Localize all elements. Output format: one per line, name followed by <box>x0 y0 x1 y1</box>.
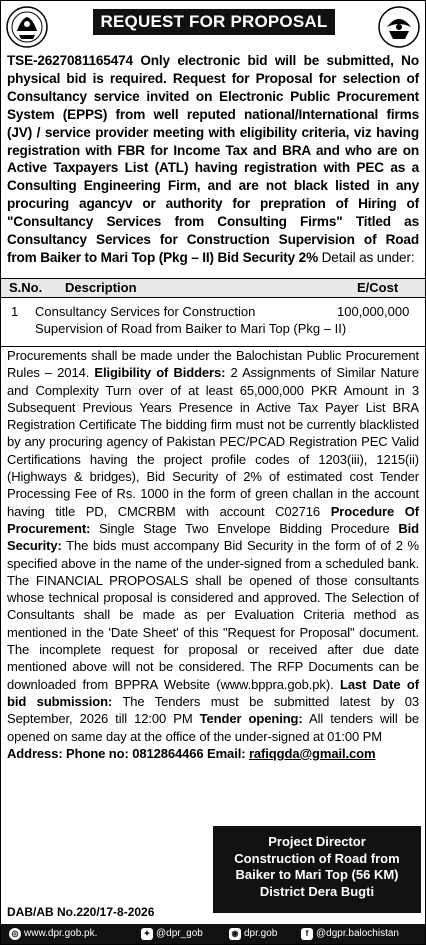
label-last-date: Last Date of bid submission: <box>7 676 420 709</box>
row-desc-line1: Consultancy Services for Construction <box>35 304 256 319</box>
col-sno: S.No. <box>9 280 43 295</box>
dab-number: DAB/AB No.220/17-8-2026 <box>7 905 155 919</box>
twitter-handle[interactable]: @dpr_gob <box>156 928 203 939</box>
row-sno: 1 <box>11 304 19 319</box>
label-procurement: Procedure Of Procurement: <box>7 503 420 536</box>
row-cost: 100,000,000 <box>337 304 410 319</box>
intro-paragraph <box>7 52 419 267</box>
text-tender-opening: All tenders will be opened on same day at the office of the under-signed at 01:00 PM <box>7 711 419 744</box>
signature-block <box>213 826 421 913</box>
address-phone: Address: Phone no: 0812864466 Email: <box>7 745 249 761</box>
table-header <box>1 278 425 298</box>
text-eligibility: 2 Assignments of Similar Nature and Complexity Turn over of at least 65,000,000 PKR Amount in 3 Subsequent Previous Years Presence in Active Tax Payer List BRA Registration Certificate The bidding firm must not be currently blacklisted by any procuring agency of Pakistan PEC/PCAD Registration PEC Valid Certifications having the project profile codes of 1203(iii), 1215(ii) (Highways & bridges), Bid Security of 2% of estimated cost Tender Processing Fee of Rs. 1000 in the form of green challan in the account having title PD, CMCRBM with account C02716 <box>7 365 419 519</box>
balochistan-emblem-left <box>5 5 49 49</box>
intro-bold-text: TSE-2627081165474 Only electronic bid will be submitted, No physical bid is required. Request for Proposal for selection of Consultancy service invited on Electronic Public Procurement System (EPPS) from well reputed national/International firms (JV) / service provider meeting with eligibility criteria, viz having registration with FBR for Income Tax and BRA and who are on Active Taxpayers List (ATL) having registration with PEC as a Consulting Engineering Firm, and are not black listed in any procuring agancyv or authority for prepration of Hiring of "Consultancy Services from Consulting Firms" Titled as Consultancy Services for Construction Supervision of Road from Baiker to Mari Top (Pkg – II) Bid Security 2% <box>7 53 419 265</box>
instagram-icon: ◉ <box>229 928 241 940</box>
signature-title: Project Director <box>268 834 366 849</box>
twitter-icon: ✦ <box>141 928 153 940</box>
footer-instagram[interactable] <box>229 924 277 944</box>
signature-district: District Dera Bugti <box>259 883 375 899</box>
table-row <box>1 301 425 343</box>
label-bid-security: Bid Security: <box>7 520 419 554</box>
page-title: REQUEST FOR PROPOSAL <box>93 9 335 35</box>
globe-icon: ◎ <box>9 928 21 940</box>
footer-twitter[interactable] <box>141 924 203 944</box>
intro-detail-text: Detail as under: <box>318 249 415 265</box>
text-bid-security: The bids must accompany Bid Security in the form of of 2 % specified above in the name of the under-signed from a scheduled bank. The FINANCIAL PROPOSALS shall be opened of those consultants whose technical proposal is considered and approved. The Selection of Consultants shall be made as per Evaluation Criteria method as mentioned in the 'Date Sheet' of this "Request for Proposal" document. The incomplete request for proposal or received after due date mentioned above will not be considered. The RFP Documents can be downloaded from BPPRA Website (www.bppra.gob.pk). <box>7 538 419 692</box>
text-last-date: The Tenders must be submitted latest by 03 September, 2026 till 12:00 PM <box>7 693 420 727</box>
col-cost: E/Cost <box>357 280 399 295</box>
text-procurement: Single Stage Two Envelope Bidding Procedure <box>90 520 399 536</box>
facebook-icon: f <box>301 928 313 940</box>
terms-paragraph <box>7 347 419 762</box>
signature-line3: Baiker to Mari Top (56 KM) <box>235 867 399 882</box>
email-link[interactable]: rafiqgda@gmail.com <box>248 745 376 761</box>
footer-website[interactable] <box>9 924 97 944</box>
footer-facebook[interactable] <box>301 924 399 944</box>
facebook-handle[interactable]: @dgpr.balochistan <box>316 928 399 939</box>
row-desc-line2: Supervision of Road from Baiker to Mari Top (Pkg – II) <box>35 321 347 336</box>
label-tender-opening: Tender opening: <box>199 711 303 727</box>
label-eligibility: Eligibility of Bidders: <box>94 365 226 381</box>
balochistan-emblem-right <box>377 5 421 49</box>
col-description: Description <box>65 280 137 295</box>
signature-line2: Construction of Road from <box>234 850 400 866</box>
header <box>1 1 425 53</box>
website-link[interactable]: www.dpr.gob.pk. <box>24 928 98 939</box>
instagram-handle[interactable]: dpr.gob <box>244 928 278 939</box>
footer-bar <box>1 924 425 944</box>
text-rules: Procurements shall be made under the Balochistan Public Procurement Rules – 2014. <box>7 348 419 381</box>
